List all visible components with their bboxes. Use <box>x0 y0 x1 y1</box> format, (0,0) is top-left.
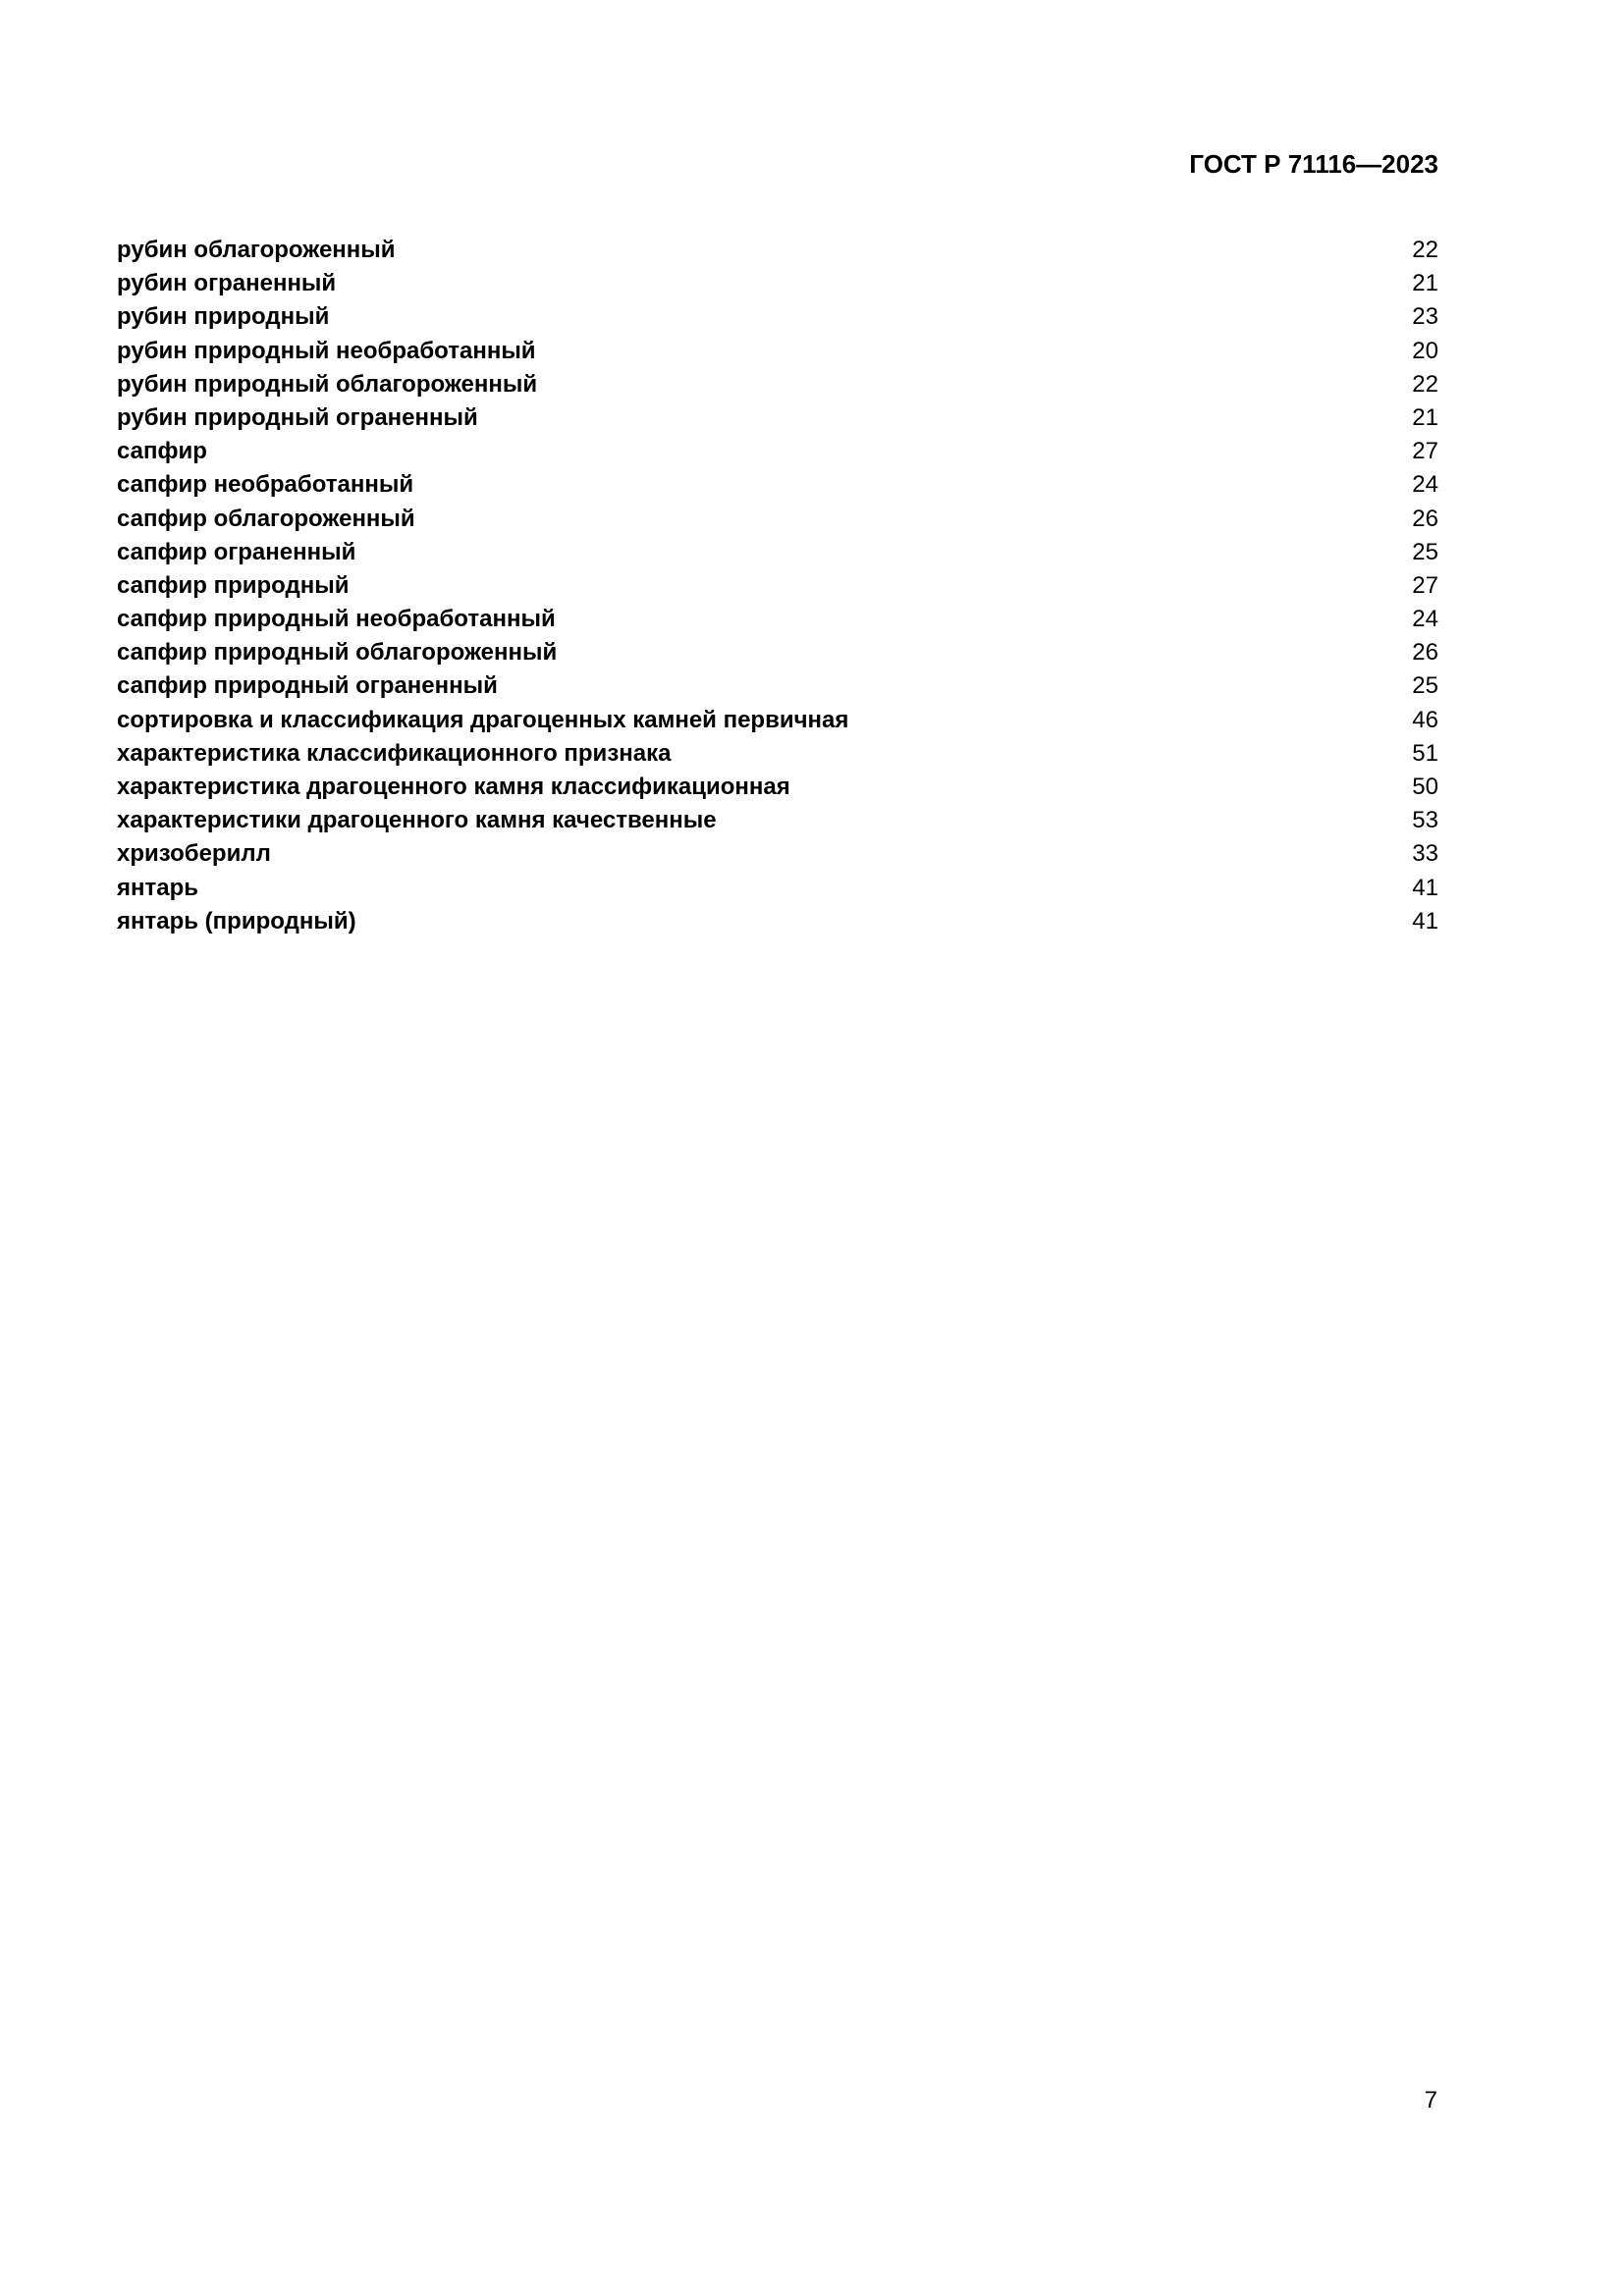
index-term: сапфир природный необработанный <box>117 606 556 633</box>
index-entry <box>117 636 1438 669</box>
index-page-reference: 41 <box>1412 874 1438 901</box>
index-page-reference: 21 <box>1412 403 1438 431</box>
index-term: сапфир природный облагороженный <box>117 639 558 667</box>
index-page-reference: 53 <box>1412 807 1438 834</box>
index-term: сапфир природный ограненный <box>117 672 498 700</box>
index-term: рубин природный ограненный <box>117 403 478 431</box>
index-term: рубин природный необработанный <box>117 337 536 364</box>
index-entry <box>117 503 1438 536</box>
index-term: сапфир необработанный <box>117 471 414 499</box>
index-page-reference: 27 <box>1412 438 1438 465</box>
index-term: янтарь <box>117 874 199 901</box>
index-entry <box>117 669 1438 703</box>
index-term: сапфир ограненный <box>117 538 356 565</box>
index-term: хризоберилл <box>117 840 271 868</box>
index-entry <box>117 905 1438 938</box>
index-entry <box>117 536 1438 569</box>
alphabetical-index <box>117 234 1438 938</box>
index-page-reference: 21 <box>1412 270 1438 297</box>
standard-code-header: ГОСТ Р 71116—2023 <box>1189 149 1438 179</box>
index-entry <box>117 335 1438 368</box>
index-entry <box>117 234 1438 267</box>
index-term: сапфир облагороженный <box>117 505 415 532</box>
index-term: характеристика классификационного признака <box>117 739 672 767</box>
index-entry <box>117 368 1438 401</box>
index-page-reference: 22 <box>1412 237 1438 263</box>
index-page-reference: 41 <box>1412 907 1438 934</box>
index-page-reference: 51 <box>1412 739 1438 767</box>
index-entry <box>117 435 1438 468</box>
index-entry <box>117 837 1438 871</box>
index-term: характеристики драгоценного камня качественные <box>117 807 717 834</box>
index-page-reference: 26 <box>1412 639 1438 667</box>
index-entry <box>117 569 1438 603</box>
index-term: рубин облагороженный <box>117 237 396 263</box>
index-page-reference: 27 <box>1412 571 1438 599</box>
index-term: рубин природный <box>117 303 330 331</box>
index-page-reference: 20 <box>1412 337 1438 364</box>
index-page-reference: 23 <box>1412 303 1438 331</box>
index-entry <box>117 300 1438 334</box>
index-entry <box>117 267 1438 300</box>
index-page-reference: 46 <box>1412 706 1438 733</box>
index-page-reference: 33 <box>1412 840 1438 868</box>
index-page-reference: 25 <box>1412 538 1438 565</box>
index-entry <box>117 804 1438 837</box>
index-entry <box>117 704 1438 737</box>
index-page-reference: 26 <box>1412 505 1438 532</box>
index-term: рубин ограненный <box>117 270 337 297</box>
page-number: 7 <box>1424 2087 1437 2113</box>
index-term: характеристика драгоценного камня классификационная <box>117 774 790 800</box>
index-term: рубин природный облагороженный <box>117 370 538 398</box>
index-entry <box>117 401 1438 435</box>
index-term: сортировка и классификация драгоценных камней первичная <box>117 706 849 733</box>
index-entry <box>117 468 1438 502</box>
index-page-reference: 24 <box>1412 471 1438 499</box>
index-page-reference: 24 <box>1412 606 1438 633</box>
index-entry <box>117 737 1438 771</box>
index-term: янтарь (природный) <box>117 907 356 934</box>
index-term: сапфир природный <box>117 571 350 599</box>
index-entry <box>117 603 1438 636</box>
index-entry <box>117 872 1438 905</box>
index-page-reference: 22 <box>1412 370 1438 398</box>
index-term: сапфир <box>117 438 207 465</box>
index-entry <box>117 771 1438 804</box>
index-page-reference: 50 <box>1412 774 1438 800</box>
index-page-reference: 25 <box>1412 672 1438 700</box>
